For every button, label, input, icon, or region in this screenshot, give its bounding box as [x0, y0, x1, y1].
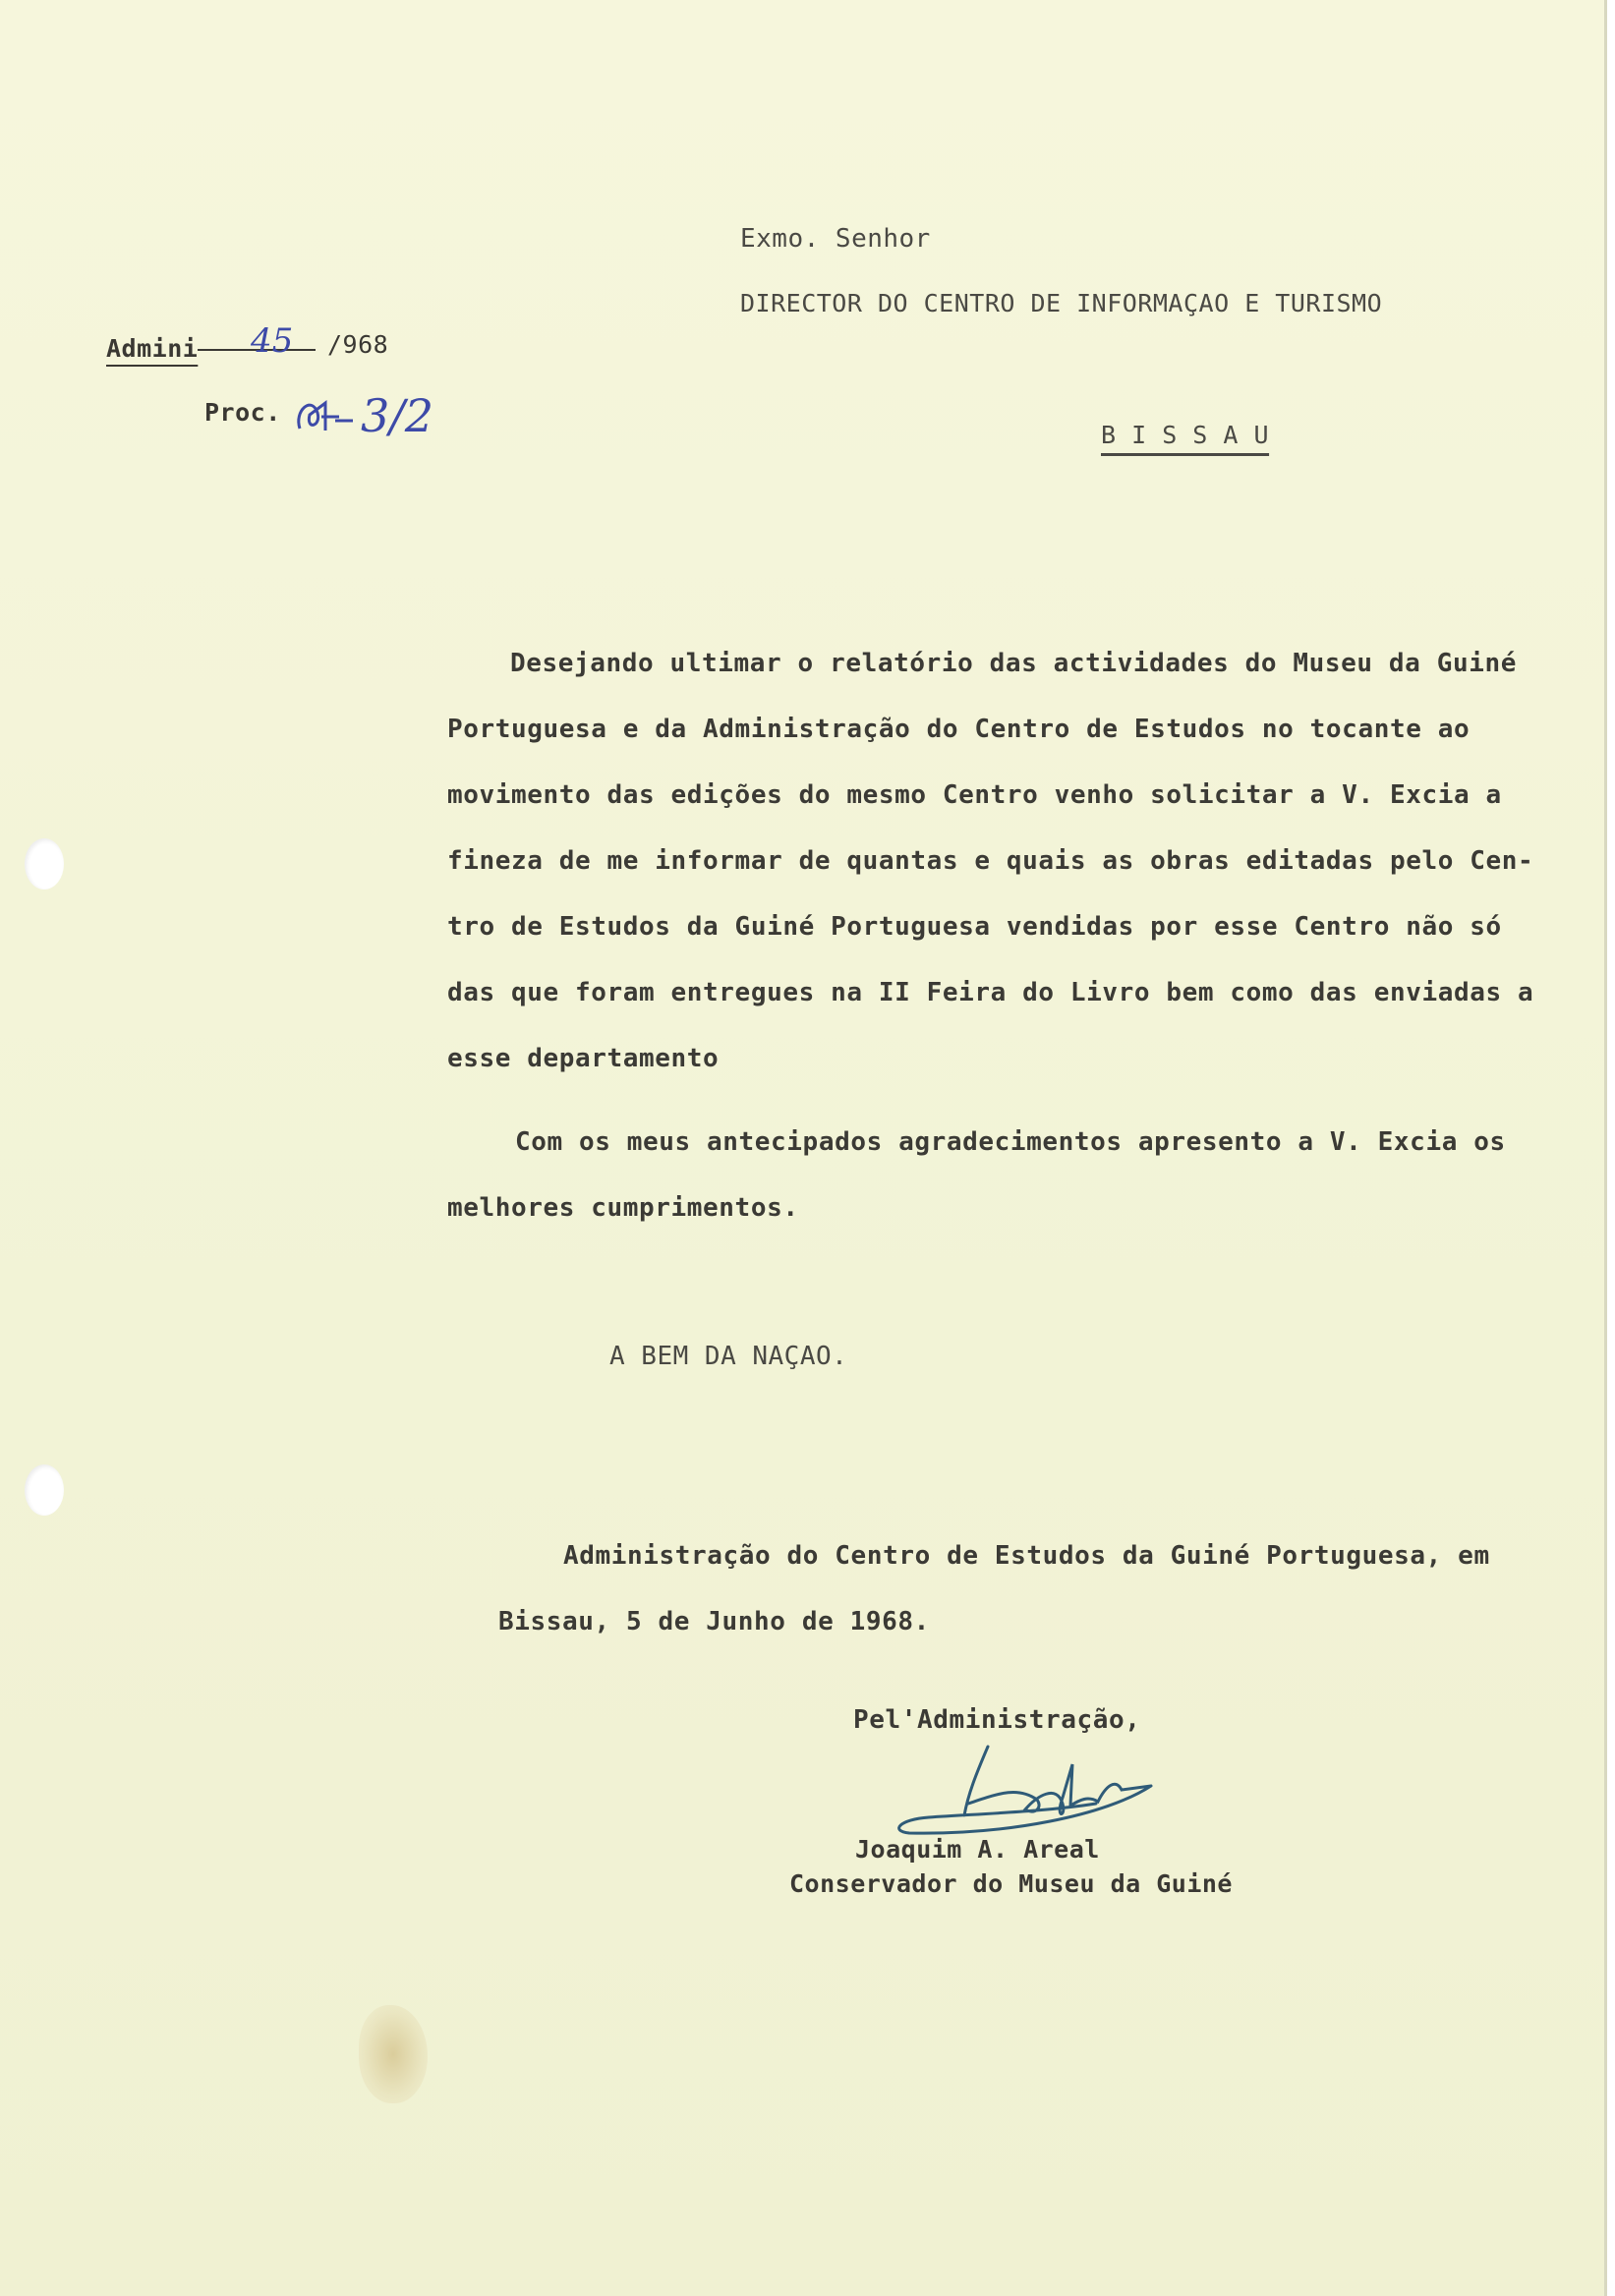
place-date-line: Bissau, 5 de Junho de 1968. [498, 1607, 930, 1636]
process-scribble-icon [292, 391, 361, 440]
paragraph-1-line-3: movimento das edições do mesmo Centro venho solicitar a V. Excia a [447, 780, 1502, 810]
salutation: Exmo. Senhor [740, 224, 931, 254]
paragraph-1-line-1: Desejando ultimar o relatório das actividades do Museu da Guiné [510, 649, 1517, 678]
signatory-name: Joaquim A. Areal [855, 1835, 1100, 1864]
process-label: Proc. [204, 398, 281, 427]
signatory-role: Conservador do Museu da Guiné [789, 1869, 1233, 1898]
place-line-1: Administração do Centro de Estudos da Guiné Portuguesa, em [563, 1541, 1490, 1571]
paragraph-1-line-4: fineza de me informar de quantas e quais as obras editadas pelo Cen- [447, 846, 1534, 876]
reference-number-handwritten: 45 [251, 321, 294, 361]
paragraph-1-line-5: tro de Estudos da Guiné Portuguesa vendidas por esse Centro não só [447, 912, 1502, 942]
punch-hole-top [25, 838, 64, 890]
closing-formula: A BEM DA NAÇAO. [609, 1342, 848, 1371]
on-behalf-label: Pel'Administração, [853, 1705, 1141, 1735]
reference-year: /968 [327, 330, 389, 359]
addressee-city: B I S S A U [1101, 421, 1270, 449]
paragraph-1-line-2: Portuguesa e da Administração do Centro de Estudos no tocante ao [447, 715, 1471, 744]
process-number-handwritten: 3/2 [361, 389, 434, 442]
reference-prefix: Admini [106, 334, 199, 363]
paragraph-1-line-7: esse departamento [447, 1044, 720, 1073]
paper-stain [359, 2005, 428, 2103]
paragraph-1-line-6: das que foram entregues na II Feira do Livro bem como das enviadas a [447, 978, 1534, 1007]
addressee-title: DIRECTOR DO CENTRO DE INFORMAÇAO E TURISMO [740, 289, 1383, 317]
paragraph-2-line-2: melhores cumprimentos. [447, 1193, 799, 1223]
paragraph-2-line-1: Com os meus antecipados agradecimentos apresento a V. Excia os [515, 1127, 1506, 1157]
punch-hole-bottom [25, 1464, 64, 1516]
